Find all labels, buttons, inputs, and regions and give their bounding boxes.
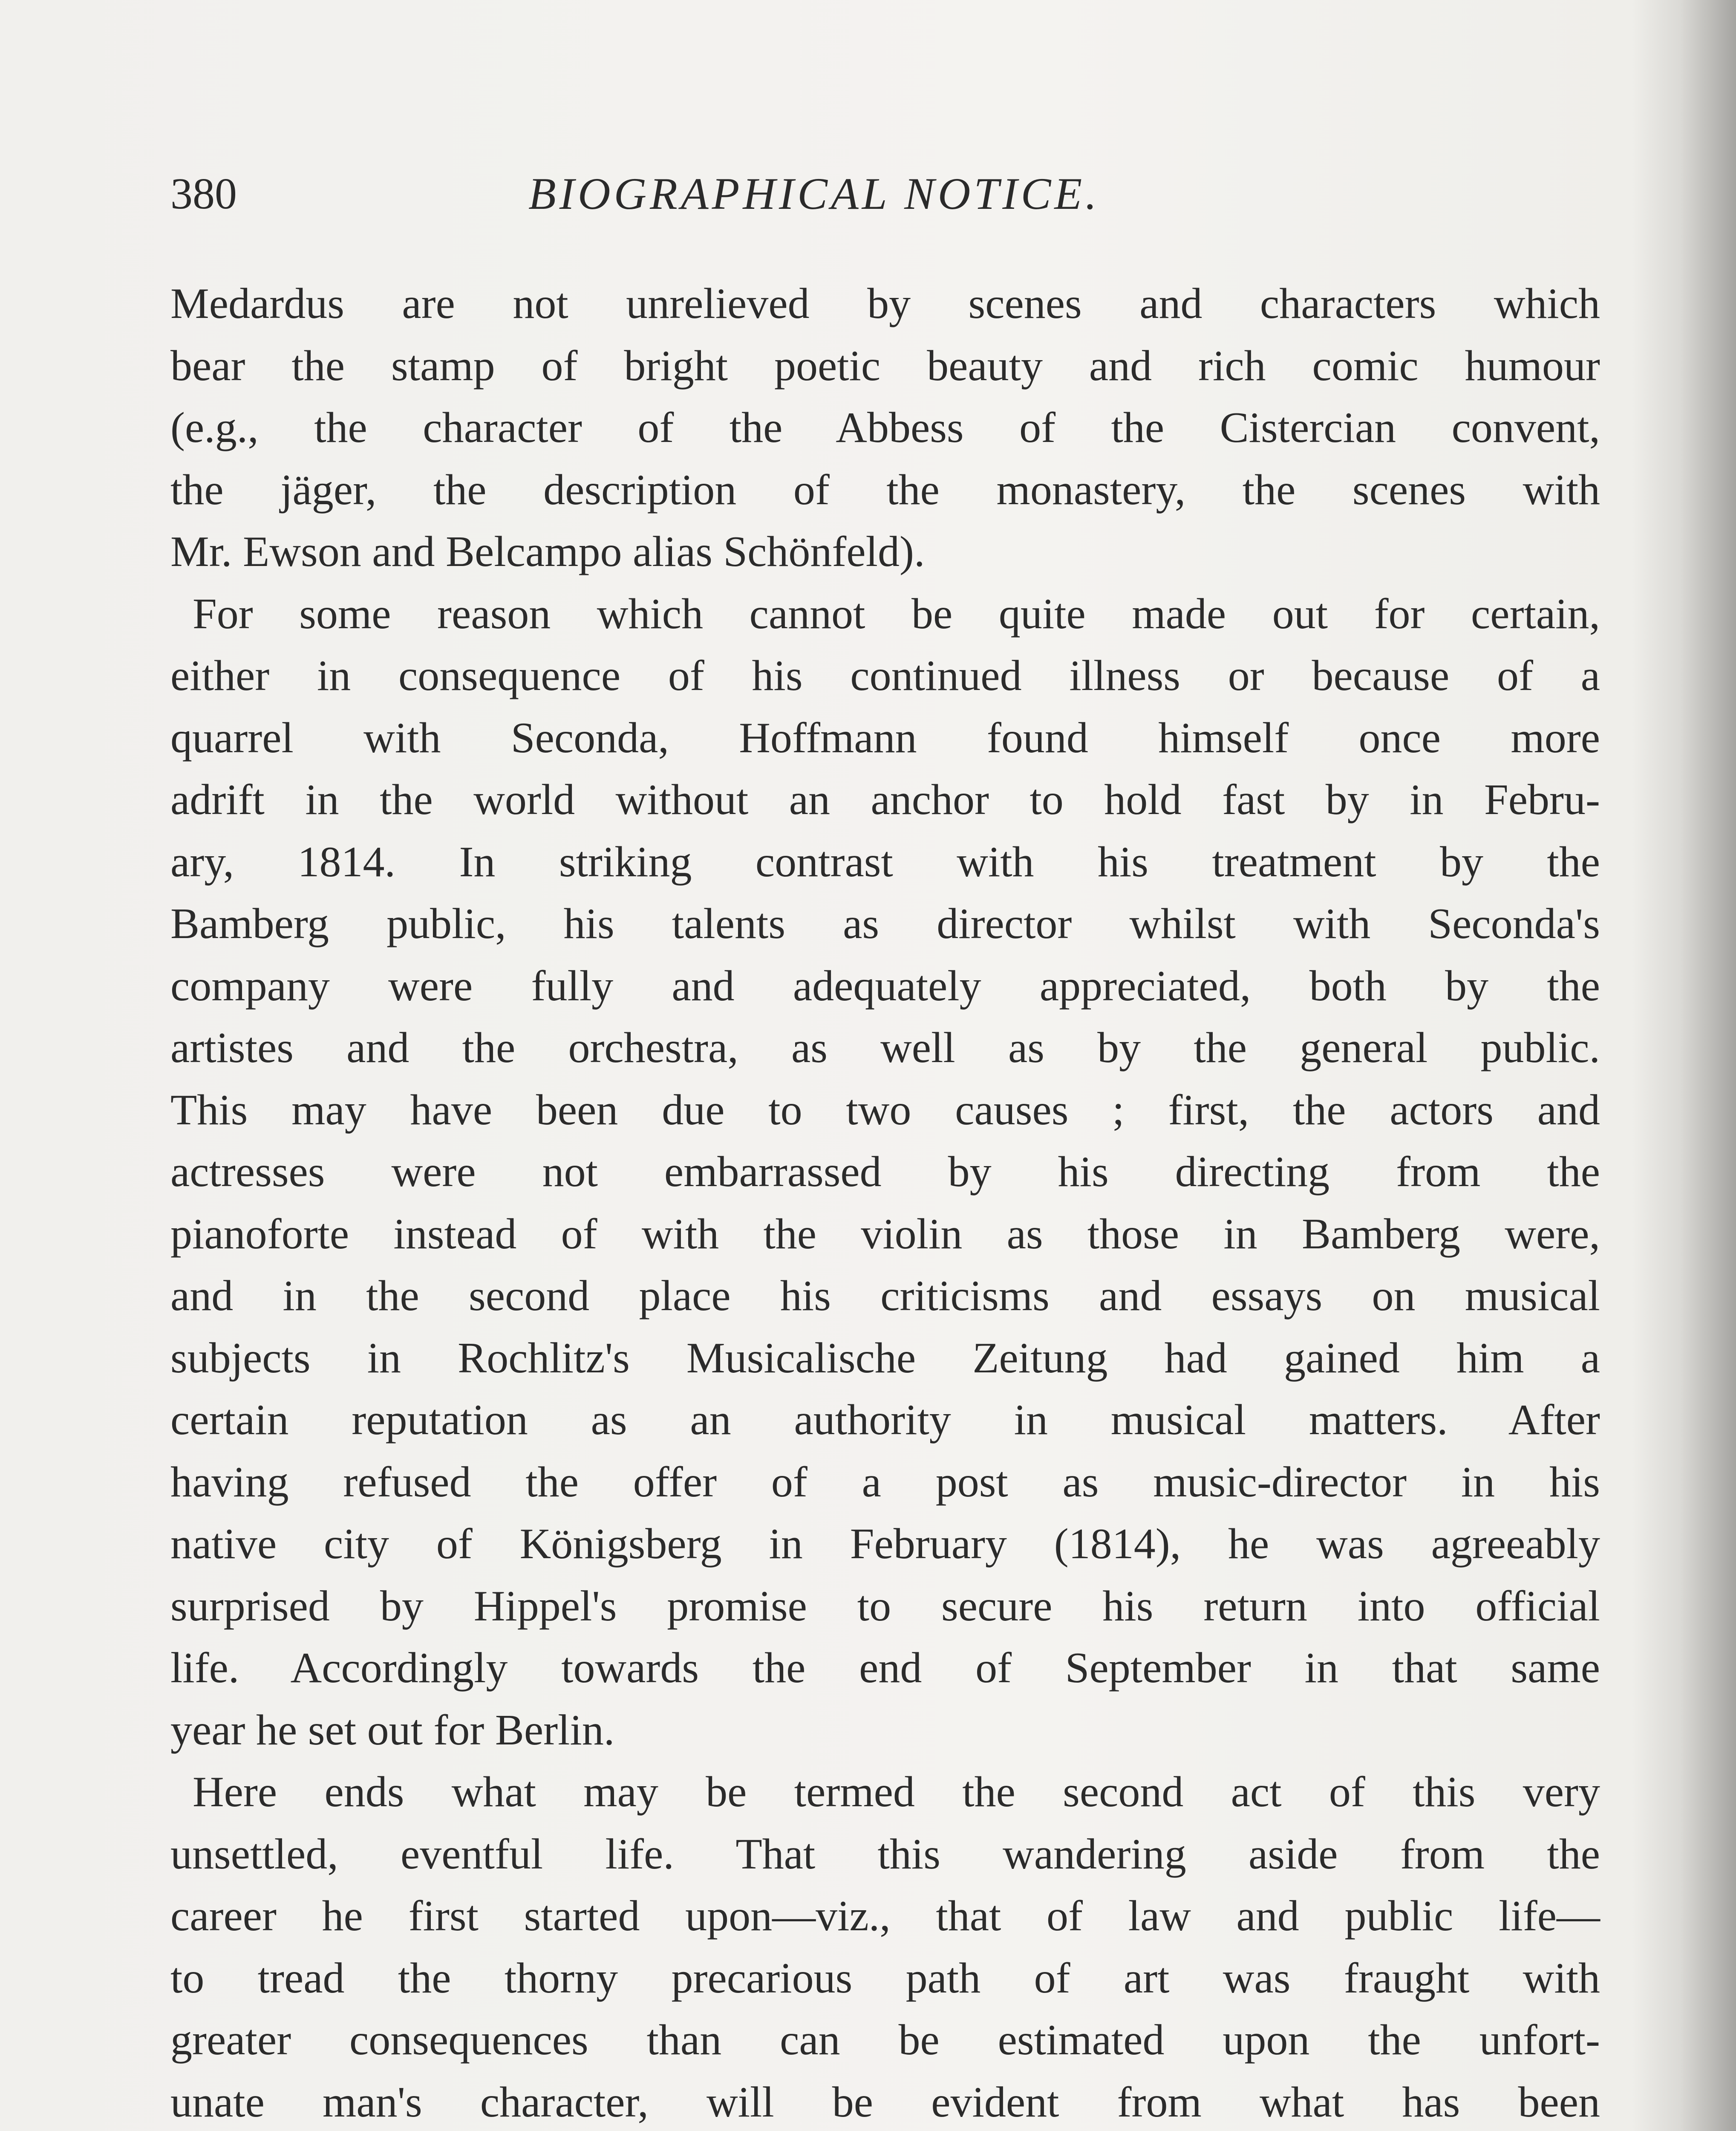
- text-line: adrift in the world without an anchor to hold fast by in Febru-: [170, 776, 1600, 824]
- text-line: Mr. Ewson and Belcampo alias Schönfeld).: [170, 528, 925, 576]
- text-line: (e.g., the character of the Abbess of the Cistercian convent,: [170, 404, 1600, 452]
- page-edge-shadow: [1681, 0, 1736, 2131]
- text-line: This may have been due to two causes ; first, the actors and: [170, 1086, 1600, 1134]
- text-line: artistes and the orchestra, as well as by the general public.: [170, 1024, 1600, 1072]
- text-line: unate man's character, will be evident from what has been: [170, 2078, 1600, 2126]
- body-text: [170, 273, 1600, 2131]
- text-line: Here ends what may be termed the second act of this very: [193, 1768, 1600, 1816]
- text-line: year he set out for Berlin.: [170, 1706, 615, 1754]
- text-line: pianoforte instead of with the violin as those in Bamberg were,: [170, 1210, 1600, 1258]
- text-line: either in consequence of his continued illness or because of a: [170, 652, 1600, 700]
- text-line: native city of Königsberg in February (1814), he was agreeably: [170, 1520, 1600, 1568]
- text-line: the jäger, the description of the monastery, the scenes with: [170, 465, 1600, 514]
- running-head: BIOGRAPHICAL NOTICE.: [528, 169, 1100, 219]
- text-line: subjects in Rochlitz's Musicalische Zeitung had gained him a: [170, 1334, 1600, 1382]
- text-line: greater consequences than can be estimated upon the unfort-: [170, 2016, 1600, 2064]
- text-line: quarrel with Seconda, Hoffmann found himself once more: [170, 713, 1600, 762]
- text-line: Medardus are not unrelieved by scenes and characters which: [170, 280, 1600, 328]
- page-header: [170, 166, 1600, 234]
- text-line: having refused the offer of a post as music-director in his: [170, 1458, 1600, 1506]
- text-line: career he first started upon—viz., that of law and public life—: [170, 1892, 1600, 1940]
- text-line: For some reason which cannot be quite made out for certain,: [193, 589, 1600, 638]
- text-line: surprised by Hippel's promise to secure his return into official: [170, 1582, 1600, 1630]
- text-line: company were fully and adequately appreciated, both by the: [170, 962, 1600, 1010]
- text-line: actresses were not embarrassed by his directing from the: [170, 1148, 1600, 1196]
- text-line: life. Accordingly towards the end of September in that same: [170, 1644, 1600, 1692]
- text-line: and in the second place his criticisms and essays on musical: [170, 1272, 1600, 1320]
- text-line: bear the stamp of bright poetic beauty and rich comic humour: [170, 341, 1600, 390]
- text-line: unsettled, eventful life. That this wandering aside from the: [170, 1830, 1600, 1878]
- text-line: ary, 1814. In striking contrast with his treatment by the: [170, 837, 1600, 886]
- text-line: Bamberg public, his talents as director whilst with Seconda's: [170, 900, 1600, 948]
- page-number: 380: [170, 169, 237, 218]
- text-line: to tread the thorny precarious path of art was fraught with: [170, 1954, 1600, 2002]
- text-line: certain reputation as an authority in musical matters. After: [170, 1396, 1600, 1444]
